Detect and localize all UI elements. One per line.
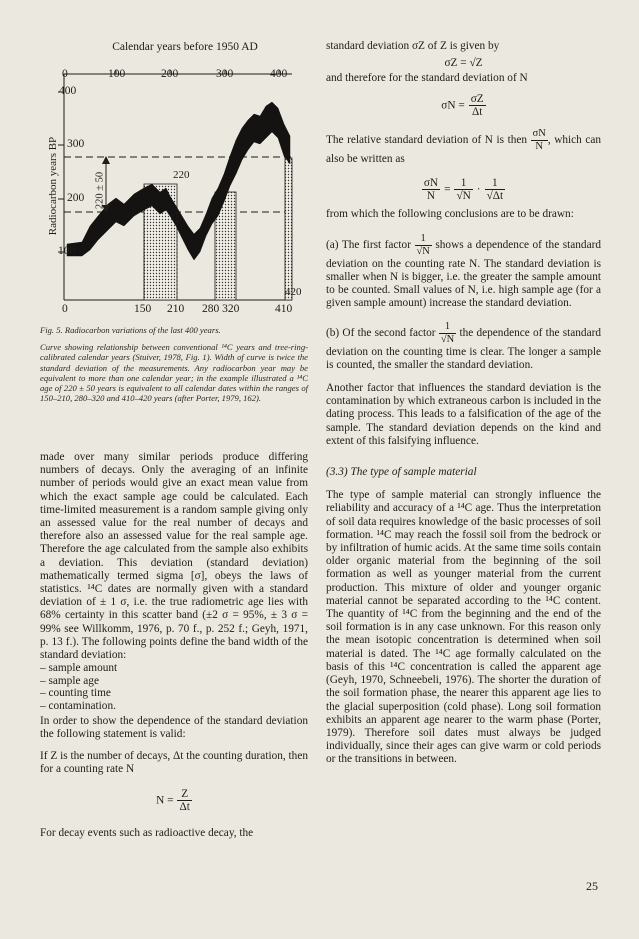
paragraph-b [326,321,601,372]
text: The relative standard deviation of N is then [326,134,528,147]
fraction [485,177,506,202]
fraction [469,93,486,118]
fraction [439,321,456,346]
section-heading: (3.3) The type of sample material [326,466,477,479]
paragraph-a [326,233,601,311]
annotation-420: 420 [285,286,302,298]
top-tick-label: 100 [108,68,126,80]
fraction [422,177,440,202]
top-tick-label: 300 [216,68,234,80]
paragraph: For decay events such as radioactive decay, the [40,827,254,840]
y-tick-label: 200 [67,192,85,204]
denominator: √N [440,333,455,345]
paragraph: If Z is the number of decays, Δt the counting duration, then for a counting rate N [40,750,308,776]
top-tick-label: 200 [161,68,179,80]
eq-lhs: σN = [441,99,465,112]
denominator: Δt [179,801,190,814]
y-tick-label: 100 [58,245,76,257]
paragraph: made over many similar periods produce differing numbers of decays. Only the averaging of an infinite number of periods would give an exact mean value from which the exact sample age could be calculated. Each time-limited measurement is a random sample giving only an assessed value for the real number of decays and therefore also an assessed value for the real sample age. Therefore the age calculated from the sample also exhibits a deviation. This deviation (standard deviation) mathematically termed sigma [σ], obeys the laws of statistics. ¹⁴C dates are normally given with a standard deviation of ± 1 σ, i.e. the true radiometric age lies with 68% certainty in this scatter band (±2 σ = 95%, ± 3 σ = 99% see Willkomm, 1976, p. 70 f., p. 252 f.; Geyh, 1971, p. 13 f.). The following points define the band width of the standard deviation: [40,451,308,662]
equation-n [40,788,308,813]
list [40,662,308,712]
radiocarbon-chart [38,56,308,318]
fraction [454,177,472,202]
denominator: √N [416,245,430,257]
bottom-tick-label: 150 [134,303,152,315]
numerator: σZ [470,93,484,106]
denominator: √N [456,189,471,202]
range-410-420 [285,158,292,300]
list-item: – counting time [40,687,111,700]
equation-sigma-n [326,93,601,118]
denominator: N [426,189,436,202]
list-item: – sample amount [40,662,118,675]
bottom-tick-label: 0 [62,303,68,315]
paragraph: In order to show the dependence of the standard deviation the following statement is valid: [40,714,308,740]
figure-caption: Curve showing relationship between conventional ¹⁴C years and tree-ring-calibrated calendar years (Stuiver, 1978, Fig. 1). Width of curve is twice the standard deviation of the measurements. Any radiocarbon year may be equivalent to more than one calendar year; in the example illustrated a ¹⁴C age of 220 ± 50 years is equivalent to all calendar dates within the ranges of 150–210, 280–320 and 410–420 years (after Porter, 1979, 162). [40,342,308,404]
fraction [415,233,432,258]
eq-lhs: N = [156,794,174,807]
left-column [40,451,308,841]
denominator: √Δt [486,189,504,202]
bottom-tick-label: 410 [275,303,293,315]
denominator: Δt [472,106,483,119]
bottom-tick-label: 280 320 [202,303,240,315]
y-tick-label: 300 [67,138,85,150]
band-label: 220 ± 50 [94,171,106,210]
numerator: 1 [415,233,432,246]
numerator: 1 [439,321,456,334]
paragraph: and therefore for the standard deviation of N [326,72,528,85]
equals-sign: = [444,183,451,196]
numerator: σN [532,128,546,140]
figure-title: Fig. 5. Radiocarbon variations of the last 400 years. [40,325,221,335]
y-axis-label: Radiocarbon years BP [47,136,59,236]
text: the dependence of the standard deviation on the counting time is clear. The longer a sample is counted, the smaller the standard deviation. [326,326,601,371]
equation-relative [326,177,601,202]
paragraph: from which the following conclusions are to be drawn: [326,207,574,220]
paragraph: The type of sample material can strongly influence the reliability and accuracy of a ¹⁴C age. Thus the interpretation of soil data requires knowledge of the basic processes of soil formation. ¹⁴C may reach the fossil soil from the bedrock or by infiltration of humic acids. At the same time soils contain older organic material from the beginning of the soil formation as well as younger material from the current production. This mixture of older and younger organic material cannot be separated according to the ¹⁴C content. The quantity of ¹⁴C from the beginning and the end of the soil formation is in any case unknown. For this reason only the mean isotopic concentration is determined when soil material is dated. The ¹⁴C age formally calculated on the basis of this ¹⁴C concentration is called the apparent age (Geyh, 1970, Schneebeli, 1976). The shorter the duration of the soil formation phase, the nearer this apparent age lies to the glacial superposition (cold phase). Long soil formation exhibits an apparent age nearer to the warm phase (Porter, 1979). Therefore soil dates must always be judged individually, since their ages can give warm or cold periods or the transitions in between. [326,489,601,766]
text: which can also be written as [326,134,602,166]
numerator: 1 [485,177,506,190]
denominator: N [535,141,543,153]
dot-operator: · [476,183,481,196]
y-tick-label: 400 [59,85,77,97]
numerator: Z [177,788,191,801]
list-item: – contamination. [40,700,116,713]
fraction [177,788,191,813]
right-column [326,40,601,767]
page-number: 25 [586,879,598,893]
top-tick-label: 0 [62,68,68,80]
top-tick-label: 400 [270,68,288,80]
text: shows a dependence of the standard deviation on the counting rate N. The standard deviation is smaller when N is bigger, i.e. the greater the sample amount to be counted. Small values of N, i.e. high sample age (for a given sample amount) increase the standard deviation. [326,238,601,310]
paragraph: standard deviation σZ of Z is given by [326,40,500,52]
annotation-220: 220 [173,169,190,181]
text: (a) The first factor [326,238,411,251]
top-axis-label: Calendar years before 1950 AD [112,41,258,53]
text: (b) Of the second factor [326,326,436,339]
numerator: 1 [454,177,472,190]
paragraph: Another factor that influences the standard deviation is the contamination by which extraneous carbon is included in the dating process. This leads to a falsification of the age of the sample. The standard deviation depends on the kind and extent of this falsifying influence. [326,382,601,447]
numerator: σN [423,176,439,189]
fraction [531,128,548,153]
equation-sigma-z: σZ = √Z [444,57,483,70]
list-item: – sample age [40,674,99,687]
bottom-tick-label: 210 [167,303,185,315]
paragraph: The relative standard deviation of N is then $\frac{\sigma N}{N}$ , which can also be written as [326,128,602,166]
